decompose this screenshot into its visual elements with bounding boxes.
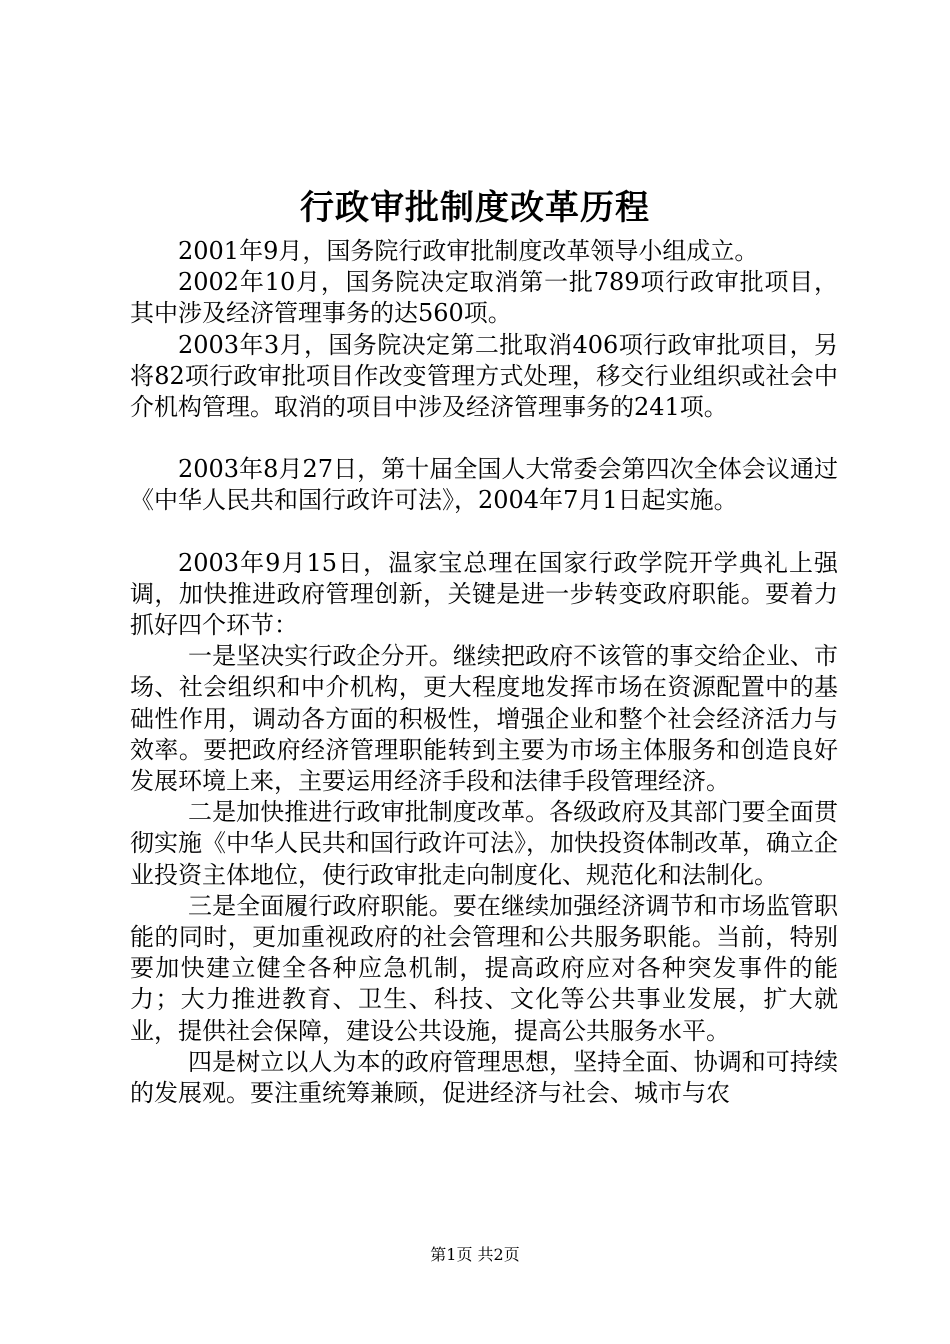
paragraph-point-two: 二是加快推进行政审批制度改革。各级政府及其部门要全面贯彻实施《中华人民共和国行政许可法》，加快投资体制改革，确立企业投资主体地位，使行政审批走向制度化、规范化和法制化。: [130, 798, 838, 889]
paragraph-2001: 2001年9月，国务院行政审批制度改革领导小组成立。: [178, 237, 759, 265]
paragraph-2002: 2002年10月，国务院决定取消第一批789项行政审批项目，其中涉及经济管理事务的达560项。: [130, 268, 838, 328]
paragraph-2003-september: 2003年9月15日，温家宝总理在国家行政学院开学典礼上强调，加快推进政府管理创新，关键是进一步转变政府职能。要着力抓好四个环节：: [130, 548, 838, 640]
document-title: 行政审批制度改革历程: [300, 188, 650, 228]
page-footer: 第1页 共2页: [430, 1245, 520, 1264]
paragraph-point-one: 一是坚决实行政企分开。继续把政府不该管的事交给企业、市场、社会组织和中介机构，更大程度地发挥市场在资源配置中的基础性作用，调动各方面的积极性，增强企业和整个社会经济活力与效率。要把政府经济管理职能转到主要为市场主体服务和创造良好发展环境上来，主要运用经济手段和法律手段管理经济。: [130, 642, 838, 796]
paragraph-point-three: 三是全面履行政府职能。要在继续加强经济调节和市场监管职能的同时，更加重视政府的社会管理和公共服务职能。当前，特别要加快建立健全各种应急机制，提高政府应对各种突发事件的能力；大力推进教育、卫生、科技、文化等公共事业发展，扩大就业，提供社会保障，建设公共设施，提高公共服务水平。: [130, 891, 838, 1045]
paragraph-2003-march: 2003年3月，国务院决定第二批取消406项行政审批项目，另将82项行政审批项目作改变管理方式处理，移交行业组织或社会中介机构管理。取消的项目中涉及经济管理事务的241项。: [130, 330, 838, 422]
paragraph-2003-august: 2003年8月27日，第十届全国人大常委会第四次全体会议通过《中华人民共和国行政许可法》，2004年7月1日起实施。: [130, 455, 838, 515]
paragraph-point-four: 四是树立以人为本的政府管理思想，坚持全面、协调和可持续的发展观。要注重统筹兼顾，促进经济与社会、城市与农: [130, 1047, 838, 1108]
document-body: [130, 236, 838, 1109]
